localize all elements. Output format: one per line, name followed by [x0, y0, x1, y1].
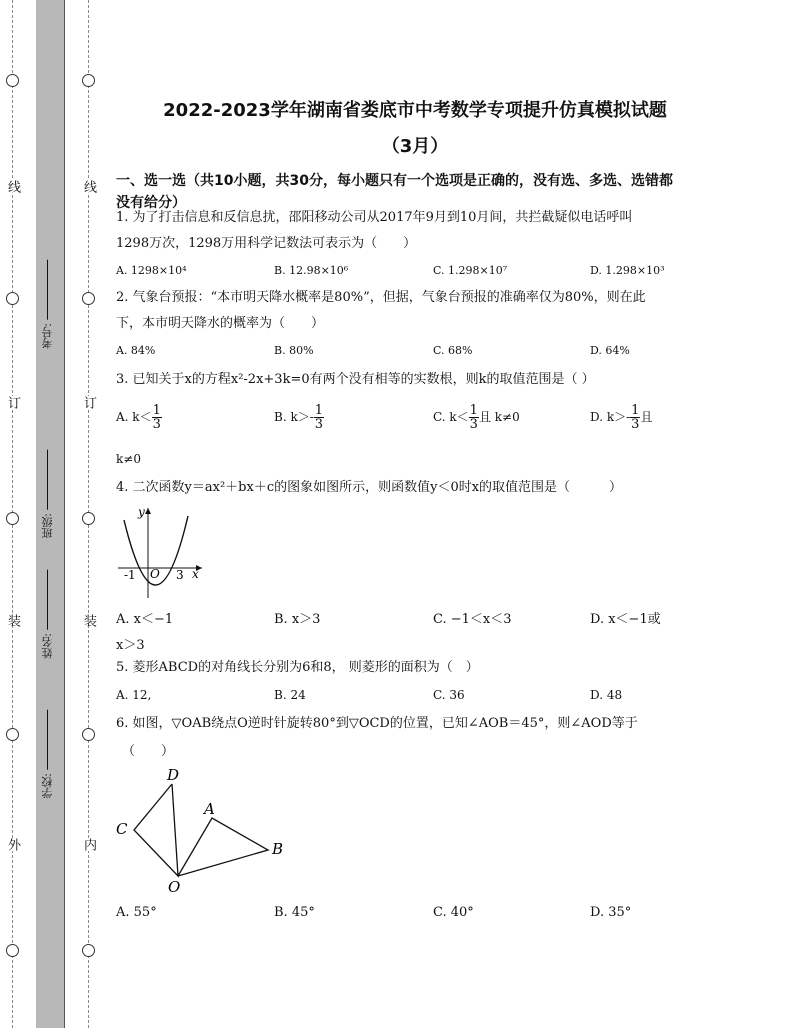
binding-margin-outer [0, 0, 37, 1028]
school-field[interactable] [40, 710, 56, 799]
question-3-text: 3. 已知关于x的方程x²-2x+3k=0有两个没有相等的实数根，则k的取值范围是（ ） [116, 372, 595, 387]
hole-marker [82, 944, 95, 957]
question-1-option-c[interactable]: C. 1.298×10⁷ [433, 264, 508, 277]
question-4-option-a[interactable]: A. x＜−1 [116, 612, 174, 627]
question-1-text: 1. 为了打击信息和反信息扰，邵阳移动公司从2017年9月到10月间，共拦截疑似电话呼叫 [116, 210, 633, 225]
question-5-option-a[interactable]: A. 12, [116, 688, 152, 702]
question-5-option-d[interactable]: D. 48 [590, 688, 623, 702]
question-4-option-d[interactable]: D. x＜−1或 [590, 612, 661, 627]
tick-label-3: 3 [176, 568, 184, 582]
margin-label-outer: 外 [5, 838, 20, 851]
margin-label-inner: 内 [81, 838, 96, 851]
question-6-text: （ ） [122, 744, 175, 759]
question-1-text: 1298万次，1298万用科学记数法可表示为（ ） [116, 236, 417, 251]
name-label: 姓名: [41, 633, 54, 659]
exam-subtitle: （3月） [381, 136, 449, 157]
question-2-text: 下，本市明天降水的概率为（ ） [116, 316, 325, 331]
hole-marker [82, 74, 95, 87]
question-4-option-b[interactable]: B. x＞3 [274, 612, 321, 627]
question-1-option-b[interactable]: B. 12.98×10⁶ [274, 264, 349, 277]
x-axis-label: x [192, 567, 199, 581]
margin-label-inner: 订 [81, 396, 96, 409]
question-2-text: 2. 气象台预报：“本市明天降水概率是80%”，但据，气象台预报的准确率仅为80%，则在此 [116, 290, 646, 305]
question-5-option-b[interactable]: B. 24 [274, 688, 306, 702]
exam-title: 2022-2023学年湖南省娄底市中考数学专项提升仿真模拟试题 [163, 100, 667, 121]
question-4-option-d-continued: x＞3 [116, 638, 145, 653]
rotation-triangle-figure [112, 764, 292, 898]
question-4-option-c[interactable]: C. −1＜x＜3 [433, 612, 512, 627]
point-a-label: A [204, 800, 215, 818]
question-6-option-d[interactable]: D. 35° [590, 905, 632, 920]
hole-marker [82, 728, 95, 741]
hole-marker [6, 512, 19, 525]
question-5-text: 5. 菱形ABCD的对角线长分别为6和8， 则菱形的面积为（ ） [116, 660, 479, 675]
question-3-option-d[interactable]: D. k＞- $\frac{1}{3}$ 且 [590, 403, 653, 432]
point-d-label: D [167, 766, 180, 784]
question-2-option-b[interactable]: B. 80% [274, 344, 314, 357]
question-4-text: 4. 二次函数y＝ax²＋bx＋c的图象如图所示，则函数值y＜0时x的取值范围是（ ） [116, 480, 623, 495]
triangle-ocd [134, 784, 178, 876]
tick-label-minus1: -1 [124, 568, 136, 582]
question-3-option-b[interactable]: B. k＞- $\frac{1}{3}$ [274, 403, 324, 432]
margin-label-outer: 订 [5, 396, 20, 409]
question-6-option-a[interactable]: A. 55° [116, 905, 157, 920]
triangle-oab [178, 818, 268, 876]
hole-marker [6, 728, 19, 741]
hole-marker [6, 944, 19, 957]
question-3-option-d-continued: k≠0 [116, 452, 141, 466]
question-5-option-c[interactable]: C. 36 [433, 688, 465, 702]
question-6-option-b[interactable]: B. 45° [274, 905, 315, 920]
margin-label-inner: 装 [81, 614, 96, 627]
hole-marker [82, 292, 95, 305]
question-2-option-a[interactable]: A. 84% [116, 344, 156, 357]
margin-label-outer: 装 [5, 614, 20, 627]
question-1-option-a[interactable]: A. 1298×10⁴ [116, 264, 187, 277]
y-axis-label: y [138, 505, 145, 519]
point-c-label: C [116, 820, 128, 838]
name-field[interactable] [40, 570, 56, 659]
exam-number-field[interactable] [40, 260, 56, 349]
hole-marker [82, 512, 95, 525]
class-label: 班级: [41, 513, 54, 539]
point-o-label: O [168, 878, 181, 896]
question-3-option-a[interactable]: A. k＜ $\frac{1}{3}$ [116, 403, 161, 432]
point-b-label: B [272, 840, 284, 858]
question-6-text: 6. 如图，▽OAB绕点O逆时针旋转80°到▽OCD的位置，已知∠AOB＝45°，则∠AOD等于 [116, 716, 638, 731]
hole-marker [6, 74, 19, 87]
section-heading: 一、选一选（共10小题，共30分，每小题只有一个选项是正确的，没有选、多选、选错都没有给分） [116, 173, 673, 211]
margin-label-outer: 线 [5, 180, 20, 193]
origin-label: O [150, 567, 160, 581]
exam-number-label: 考号: [41, 323, 54, 349]
school-label: 学校: [41, 773, 54, 799]
class-field[interactable] [40, 450, 56, 539]
question-2-option-d[interactable]: D. 64% [590, 344, 630, 357]
question-3-option-c[interactable]: C. k＜ $\frac{1}{3}$ 且 k≠0 [433, 403, 520, 432]
question-2-option-c[interactable]: C. 68% [433, 344, 473, 357]
hole-marker [6, 292, 19, 305]
margin-label-inner: 线 [81, 180, 96, 193]
y-axis-arrow [145, 508, 151, 514]
question-1-option-d[interactable]: D. 1.298×10³ [590, 264, 665, 277]
question-6-option-c[interactable]: C. 40° [433, 905, 474, 920]
parabola-figure [114, 502, 210, 602]
